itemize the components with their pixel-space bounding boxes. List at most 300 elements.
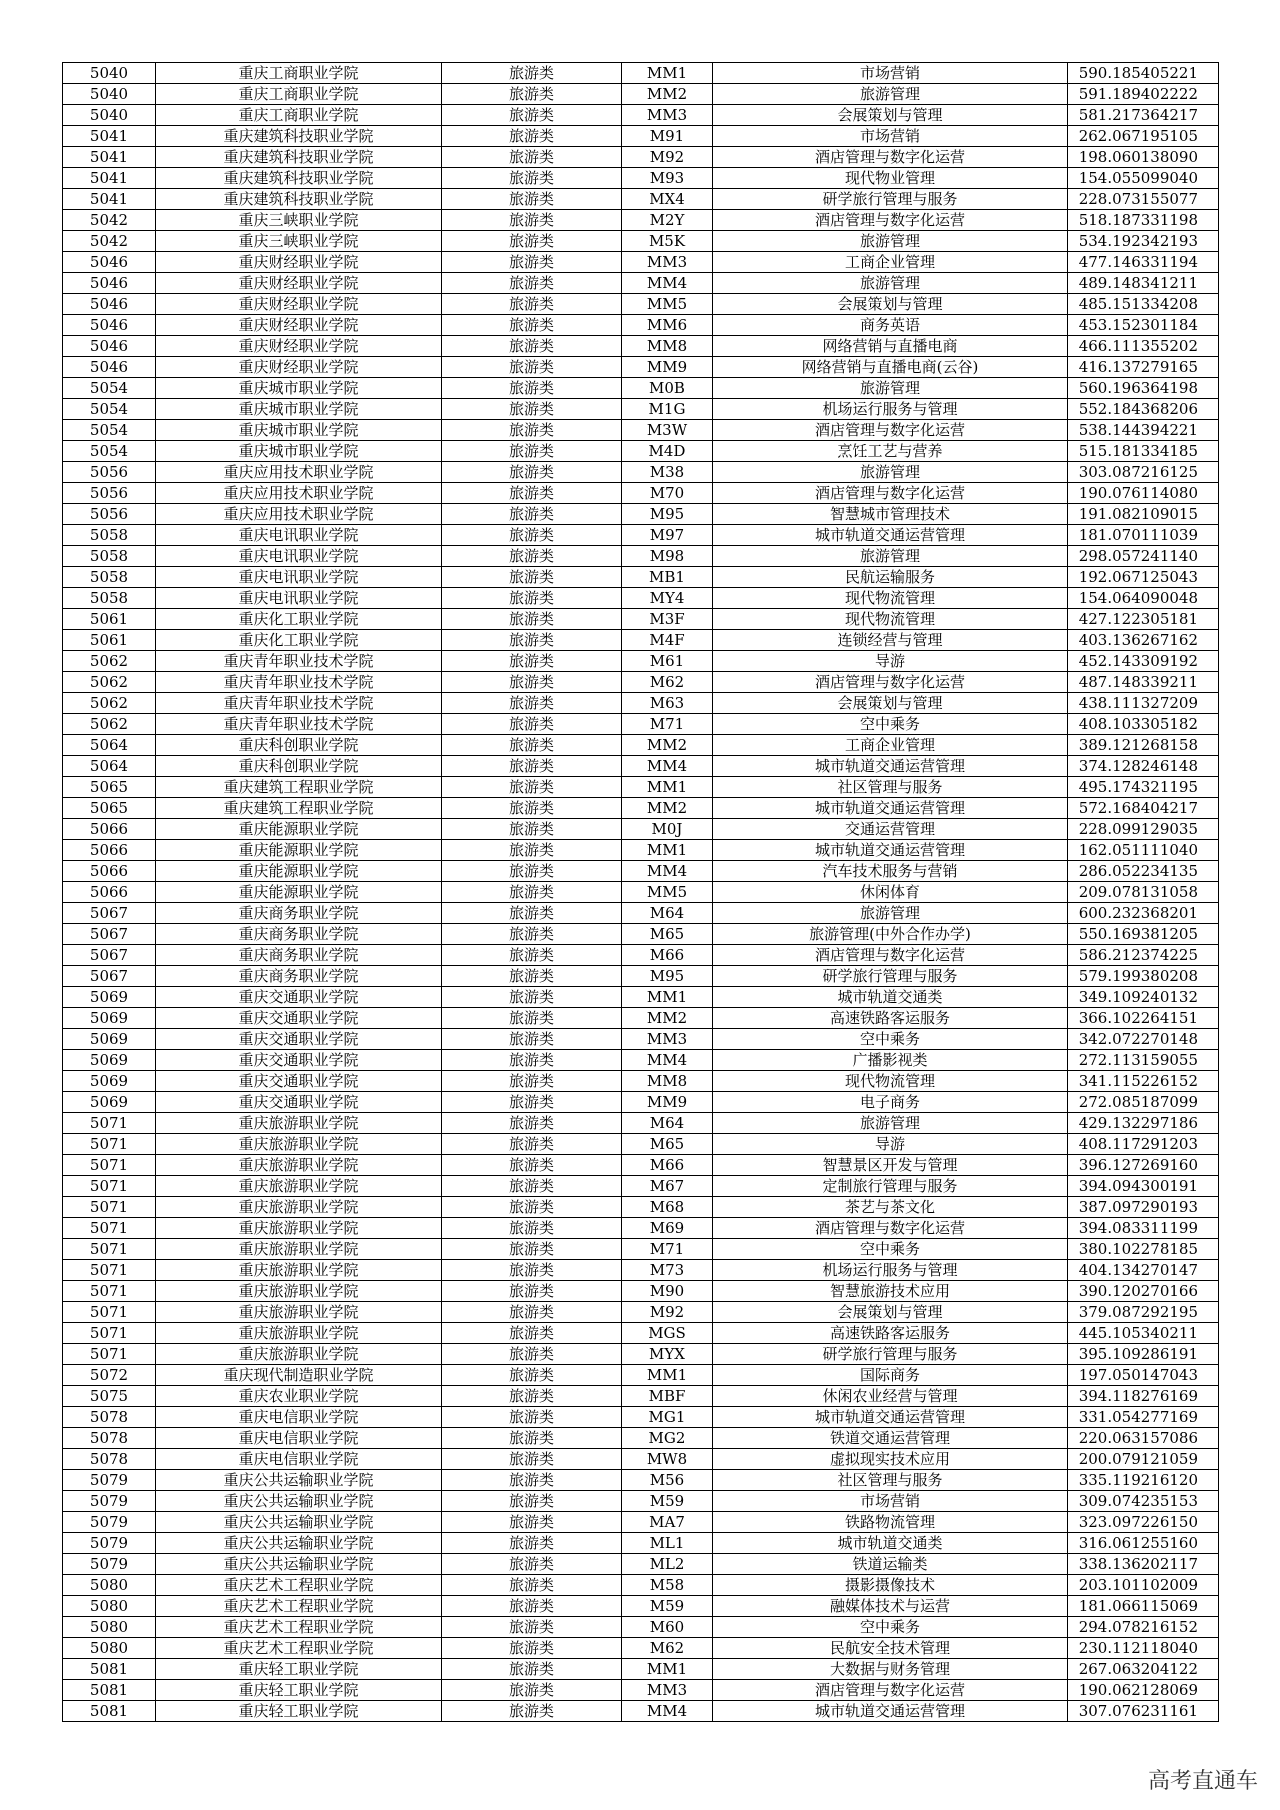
major-code-cell: MW8	[622, 1449, 713, 1470]
category-cell: 旅游类	[442, 756, 622, 777]
category-cell: 旅游类	[442, 378, 622, 399]
school-name-cell: 重庆轻工职业学院	[156, 1659, 442, 1680]
score-cell: 203.101102009	[1068, 1575, 1219, 1596]
table-row	[63, 210, 1219, 231]
school-code-cell: 5046	[63, 252, 156, 273]
table-row	[63, 63, 1219, 84]
category-cell: 旅游类	[442, 504, 622, 525]
table-row	[63, 819, 1219, 840]
score-cell: 394.094300191	[1068, 1176, 1219, 1197]
major-name-cell: 导游	[713, 651, 1068, 672]
school-code-cell: 5056	[63, 462, 156, 483]
school-code-cell: 5066	[63, 819, 156, 840]
category-cell: 旅游类	[442, 924, 622, 945]
major-code-cell: M4F	[622, 630, 713, 651]
category-cell: 旅游类	[442, 1113, 622, 1134]
school-name-cell: 重庆建筑科技职业学院	[156, 126, 442, 147]
table-row	[63, 1260, 1219, 1281]
table-row	[63, 420, 1219, 441]
major-name-cell: 旅游管理(中外合作办学)	[713, 924, 1068, 945]
table-row	[63, 1428, 1219, 1449]
score-cell: 272.113159055	[1068, 1050, 1219, 1071]
school-code-cell: 5066	[63, 882, 156, 903]
school-name-cell: 重庆工商职业学院	[156, 63, 442, 84]
major-name-cell: 酒店管理与数字化运营	[713, 210, 1068, 231]
school-name-cell: 重庆青年职业技术学院	[156, 651, 442, 672]
category-cell: 旅游类	[442, 1491, 622, 1512]
major-code-cell: MM4	[622, 861, 713, 882]
category-cell: 旅游类	[442, 966, 622, 987]
major-code-cell: MM3	[622, 105, 713, 126]
school-code-cell: 5058	[63, 567, 156, 588]
score-cell: 518.187331198	[1068, 210, 1219, 231]
major-name-cell: 网络营销与直播电商(云谷)	[713, 357, 1068, 378]
major-name-cell: 工商企业管理	[713, 252, 1068, 273]
school-name-cell: 重庆公共运输职业学院	[156, 1533, 442, 1554]
category-cell: 旅游类	[442, 903, 622, 924]
major-name-cell: 会展策划与管理	[713, 693, 1068, 714]
category-cell: 旅游类	[442, 1701, 622, 1722]
school-code-cell: 5046	[63, 294, 156, 315]
major-name-cell: 研学旅行管理与服务	[713, 189, 1068, 210]
major-code-cell: M62	[622, 672, 713, 693]
score-cell: 581.217364217	[1068, 105, 1219, 126]
major-name-cell: 铁路物流管理	[713, 1512, 1068, 1533]
school-name-cell: 重庆公共运输职业学院	[156, 1554, 442, 1575]
score-cell: 591.189402222	[1068, 84, 1219, 105]
score-cell: 331.054277169	[1068, 1407, 1219, 1428]
major-code-cell: MM9	[622, 357, 713, 378]
table-row	[63, 1554, 1219, 1575]
major-code-cell: MM1	[622, 840, 713, 861]
table-row	[63, 861, 1219, 882]
major-code-cell: MM1	[622, 63, 713, 84]
major-code-cell: M64	[622, 1113, 713, 1134]
score-cell: 416.137279165	[1068, 357, 1219, 378]
major-name-cell: 机场运行服务与管理	[713, 399, 1068, 420]
major-name-cell: 空中乘务	[713, 714, 1068, 735]
category-cell: 旅游类	[442, 1239, 622, 1260]
score-cell: 191.082109015	[1068, 504, 1219, 525]
score-cell: 487.148339211	[1068, 672, 1219, 693]
major-code-cell: MM5	[622, 294, 713, 315]
major-code-cell: M71	[622, 1239, 713, 1260]
school-code-cell: 5071	[63, 1197, 156, 1218]
school-name-cell: 重庆电讯职业学院	[156, 546, 442, 567]
major-name-cell: 研学旅行管理与服务	[713, 1344, 1068, 1365]
major-code-cell: M66	[622, 1155, 713, 1176]
school-name-cell: 重庆应用技术职业学院	[156, 483, 442, 504]
school-name-cell: 重庆建筑工程职业学院	[156, 777, 442, 798]
major-code-cell: M60	[622, 1617, 713, 1638]
score-cell: 335.119216120	[1068, 1470, 1219, 1491]
table-row	[63, 1281, 1219, 1302]
major-code-cell: M0J	[622, 819, 713, 840]
major-name-cell: 旅游管理	[713, 378, 1068, 399]
school-code-cell: 5079	[63, 1533, 156, 1554]
major-name-cell: 智慧旅游技术应用	[713, 1281, 1068, 1302]
major-name-cell: 旅游管理	[713, 231, 1068, 252]
major-code-cell: MM2	[622, 735, 713, 756]
major-name-cell: 城市轨道交通运营管理	[713, 525, 1068, 546]
school-name-cell: 重庆财经职业学院	[156, 252, 442, 273]
table-row	[63, 588, 1219, 609]
major-code-cell: MM4	[622, 1050, 713, 1071]
school-name-cell: 重庆工商职业学院	[156, 105, 442, 126]
score-cell: 228.099129035	[1068, 819, 1219, 840]
school-name-cell: 重庆商务职业学院	[156, 966, 442, 987]
category-cell: 旅游类	[442, 735, 622, 756]
school-name-cell: 重庆城市职业学院	[156, 378, 442, 399]
category-cell: 旅游类	[442, 1323, 622, 1344]
school-name-cell: 重庆城市职业学院	[156, 399, 442, 420]
major-code-cell: M63	[622, 693, 713, 714]
major-name-cell: 旅游管理	[713, 903, 1068, 924]
major-name-cell: 虚拟现实技术应用	[713, 1449, 1068, 1470]
major-code-cell: M61	[622, 651, 713, 672]
table-body	[63, 63, 1219, 1722]
score-cell: 262.067195105	[1068, 126, 1219, 147]
category-cell: 旅游类	[442, 819, 622, 840]
score-cell: 228.073155077	[1068, 189, 1219, 210]
school-name-cell: 重庆交通职业学院	[156, 1092, 442, 1113]
category-cell: 旅游类	[442, 777, 622, 798]
school-name-cell: 重庆商务职业学院	[156, 924, 442, 945]
table-row	[63, 567, 1219, 588]
score-cell: 190.062128069	[1068, 1680, 1219, 1701]
category-cell: 旅游类	[442, 1344, 622, 1365]
school-name-cell: 重庆公共运输职业学院	[156, 1470, 442, 1491]
table-row	[63, 1680, 1219, 1701]
table-row	[63, 945, 1219, 966]
school-name-cell: 重庆旅游职业学院	[156, 1134, 442, 1155]
score-cell: 303.087216125	[1068, 462, 1219, 483]
school-name-cell: 重庆能源职业学院	[156, 819, 442, 840]
score-cell: 453.152301184	[1068, 315, 1219, 336]
major-code-cell: MBF	[622, 1386, 713, 1407]
table-row	[63, 252, 1219, 273]
score-cell: 342.072270148	[1068, 1029, 1219, 1050]
school-code-cell: 5062	[63, 651, 156, 672]
category-cell: 旅游类	[442, 147, 622, 168]
major-code-cell: MM1	[622, 1365, 713, 1386]
table-row	[63, 1218, 1219, 1239]
table-row	[63, 1029, 1219, 1050]
table-row	[63, 777, 1219, 798]
major-code-cell: MY4	[622, 588, 713, 609]
school-name-cell: 重庆农业职业学院	[156, 1386, 442, 1407]
school-code-cell: 5062	[63, 714, 156, 735]
major-code-cell: MM2	[622, 1008, 713, 1029]
score-cell: 408.103305182	[1068, 714, 1219, 735]
school-name-cell: 重庆商务职业学院	[156, 945, 442, 966]
major-code-cell: M66	[622, 945, 713, 966]
category-cell: 旅游类	[442, 294, 622, 315]
category-cell: 旅游类	[442, 1470, 622, 1491]
school-name-cell: 重庆城市职业学院	[156, 441, 442, 462]
table-row	[63, 798, 1219, 819]
watermark-text: 高考直通车	[1147, 1769, 1258, 1794]
table-row	[63, 1596, 1219, 1617]
major-name-cell: 高速铁路客运服务	[713, 1323, 1068, 1344]
major-name-cell: 研学旅行管理与服务	[713, 966, 1068, 987]
category-cell: 旅游类	[442, 567, 622, 588]
school-code-cell: 5081	[63, 1659, 156, 1680]
score-cell: 307.076231161	[1068, 1701, 1219, 1722]
major-name-cell: 旅游管理	[713, 546, 1068, 567]
score-cell: 572.168404217	[1068, 798, 1219, 819]
table-row	[63, 651, 1219, 672]
category-cell: 旅游类	[442, 105, 622, 126]
category-cell: 旅游类	[442, 462, 622, 483]
school-code-cell: 5075	[63, 1386, 156, 1407]
category-cell: 旅游类	[442, 945, 622, 966]
category-cell: 旅游类	[442, 84, 622, 105]
table-row	[63, 504, 1219, 525]
table-row	[63, 1323, 1219, 1344]
major-code-cell: MG1	[622, 1407, 713, 1428]
major-name-cell: 大数据与财务管理	[713, 1659, 1068, 1680]
category-cell: 旅游类	[442, 1071, 622, 1092]
score-cell: 389.121268158	[1068, 735, 1219, 756]
school-code-cell: 5079	[63, 1470, 156, 1491]
category-cell: 旅游类	[442, 525, 622, 546]
table-row	[63, 231, 1219, 252]
school-code-cell: 5065	[63, 777, 156, 798]
school-name-cell: 重庆能源职业学院	[156, 882, 442, 903]
table-row	[63, 1386, 1219, 1407]
category-cell: 旅游类	[442, 693, 622, 714]
score-cell: 374.128246148	[1068, 756, 1219, 777]
table-row	[63, 1050, 1219, 1071]
score-cell: 366.102264151	[1068, 1008, 1219, 1029]
category-cell: 旅游类	[442, 861, 622, 882]
school-name-cell: 重庆轻工职业学院	[156, 1680, 442, 1701]
major-code-cell: MM4	[622, 273, 713, 294]
score-cell: 181.066115069	[1068, 1596, 1219, 1617]
category-cell: 旅游类	[442, 630, 622, 651]
school-name-cell: 重庆能源职业学院	[156, 840, 442, 861]
school-code-cell: 5071	[63, 1281, 156, 1302]
table-row	[63, 693, 1219, 714]
major-name-cell: 城市轨道交通运营管理	[713, 1701, 1068, 1722]
category-cell: 旅游类	[442, 336, 622, 357]
score-cell: 477.146331194	[1068, 252, 1219, 273]
major-code-cell: MYX	[622, 1344, 713, 1365]
school-code-cell: 5061	[63, 609, 156, 630]
category-cell: 旅游类	[442, 441, 622, 462]
school-name-cell: 重庆交通职业学院	[156, 1050, 442, 1071]
school-code-cell: 5069	[63, 1071, 156, 1092]
school-code-cell: 5041	[63, 147, 156, 168]
category-cell: 旅游类	[442, 1176, 622, 1197]
table-row	[63, 756, 1219, 777]
major-name-cell: 城市轨道交通类	[713, 987, 1068, 1008]
major-name-cell: 会展策划与管理	[713, 294, 1068, 315]
school-name-cell: 重庆三峡职业学院	[156, 210, 442, 231]
school-code-cell: 5046	[63, 273, 156, 294]
table-row	[63, 1092, 1219, 1113]
major-name-cell: 铁道交通运营管理	[713, 1428, 1068, 1449]
score-cell: 396.127269160	[1068, 1155, 1219, 1176]
table-row	[63, 1491, 1219, 1512]
table-row	[63, 1449, 1219, 1470]
major-name-cell: 旅游管理	[713, 1113, 1068, 1134]
major-code-cell: M65	[622, 924, 713, 945]
table-row	[63, 1512, 1219, 1533]
school-code-cell: 5061	[63, 630, 156, 651]
table-row	[63, 441, 1219, 462]
score-cell: 341.115226152	[1068, 1071, 1219, 1092]
table-row	[63, 105, 1219, 126]
school-code-cell: 5071	[63, 1218, 156, 1239]
score-cell: 198.060138090	[1068, 147, 1219, 168]
school-name-cell: 重庆旅游职业学院	[156, 1113, 442, 1134]
score-cell: 390.120270166	[1068, 1281, 1219, 1302]
major-name-cell: 商务英语	[713, 315, 1068, 336]
category-cell: 旅游类	[442, 1134, 622, 1155]
category-cell: 旅游类	[442, 987, 622, 1008]
major-code-cell: MM2	[622, 84, 713, 105]
major-name-cell: 城市轨道交通类	[713, 1533, 1068, 1554]
major-name-cell: 休闲体育	[713, 882, 1068, 903]
table-row	[63, 714, 1219, 735]
table-row	[63, 147, 1219, 168]
major-code-cell: M59	[622, 1596, 713, 1617]
table-row	[63, 273, 1219, 294]
school-code-cell: 5071	[63, 1134, 156, 1155]
school-code-cell: 5046	[63, 315, 156, 336]
school-name-cell: 重庆旅游职业学院	[156, 1218, 442, 1239]
score-cell: 404.134270147	[1068, 1260, 1219, 1281]
category-cell: 旅游类	[442, 1155, 622, 1176]
school-code-cell: 5066	[63, 861, 156, 882]
category-cell: 旅游类	[442, 1092, 622, 1113]
score-cell: 154.055099040	[1068, 168, 1219, 189]
school-name-cell: 重庆商务职业学院	[156, 903, 442, 924]
score-cell: 466.111355202	[1068, 336, 1219, 357]
school-name-cell: 重庆旅游职业学院	[156, 1239, 442, 1260]
major-code-cell: M0B	[622, 378, 713, 399]
school-code-cell: 5071	[63, 1155, 156, 1176]
category-cell: 旅游类	[442, 168, 622, 189]
major-code-cell: MM1	[622, 987, 713, 1008]
table-row	[63, 546, 1219, 567]
major-name-cell: 休闲农业经营与管理	[713, 1386, 1068, 1407]
major-code-cell: ML1	[622, 1533, 713, 1554]
school-code-cell: 5069	[63, 1029, 156, 1050]
school-code-cell: 5071	[63, 1323, 156, 1344]
school-code-cell: 5071	[63, 1239, 156, 1260]
major-name-cell: 国际商务	[713, 1365, 1068, 1386]
school-code-cell: 5054	[63, 378, 156, 399]
major-code-cell: M5K	[622, 231, 713, 252]
admission-table	[62, 62, 1219, 1722]
score-cell: 192.067125043	[1068, 567, 1219, 588]
table-row	[63, 399, 1219, 420]
major-name-cell: 汽车技术服务与营销	[713, 861, 1068, 882]
category-cell: 旅游类	[442, 126, 622, 147]
score-cell: 154.064090048	[1068, 588, 1219, 609]
school-code-cell: 5071	[63, 1260, 156, 1281]
major-code-cell: ML2	[622, 1554, 713, 1575]
school-code-cell: 5040	[63, 63, 156, 84]
school-name-cell: 重庆电讯职业学院	[156, 525, 442, 546]
category-cell: 旅游类	[442, 420, 622, 441]
table-row	[63, 672, 1219, 693]
major-code-cell: M38	[622, 462, 713, 483]
major-name-cell: 市场营销	[713, 1491, 1068, 1512]
score-cell: 267.063204122	[1068, 1659, 1219, 1680]
category-cell: 旅游类	[442, 1218, 622, 1239]
category-cell: 旅游类	[442, 1260, 622, 1281]
school-code-cell: 5069	[63, 1008, 156, 1029]
table-row	[63, 1533, 1219, 1554]
major-code-cell: MM8	[622, 1071, 713, 1092]
category-cell: 旅游类	[442, 1512, 622, 1533]
major-name-cell: 智慧景区开发与管理	[713, 1155, 1068, 1176]
major-code-cell: M56	[622, 1470, 713, 1491]
school-name-cell: 重庆电信职业学院	[156, 1428, 442, 1449]
school-name-cell: 重庆建筑科技职业学院	[156, 147, 442, 168]
score-cell: 197.050147043	[1068, 1365, 1219, 1386]
major-code-cell: MG2	[622, 1428, 713, 1449]
major-name-cell: 融媒体技术与运营	[713, 1596, 1068, 1617]
score-cell: 552.184368206	[1068, 399, 1219, 420]
score-cell: 538.144394221	[1068, 420, 1219, 441]
major-code-cell: MM6	[622, 315, 713, 336]
score-cell: 438.111327209	[1068, 693, 1219, 714]
category-cell: 旅游类	[442, 483, 622, 504]
category-cell: 旅游类	[442, 714, 622, 735]
school-name-cell: 重庆工商职业学院	[156, 84, 442, 105]
school-code-cell: 5081	[63, 1680, 156, 1701]
school-code-cell: 5067	[63, 966, 156, 987]
school-name-cell: 重庆财经职业学院	[156, 273, 442, 294]
major-code-cell: M64	[622, 903, 713, 924]
school-name-cell: 重庆轻工职业学院	[156, 1701, 442, 1722]
school-name-cell: 重庆应用技术职业学院	[156, 462, 442, 483]
category-cell: 旅游类	[442, 1617, 622, 1638]
table-row	[63, 126, 1219, 147]
school-name-cell: 重庆科创职业学院	[156, 756, 442, 777]
table-row	[63, 630, 1219, 651]
table-row	[63, 189, 1219, 210]
score-cell: 387.097290193	[1068, 1197, 1219, 1218]
category-cell: 旅游类	[442, 609, 622, 630]
score-cell: 316.061255160	[1068, 1533, 1219, 1554]
major-name-cell: 空中乘务	[713, 1617, 1068, 1638]
major-name-cell: 高速铁路客运服务	[713, 1008, 1068, 1029]
major-name-cell: 网络营销与直播电商	[713, 336, 1068, 357]
table-row	[63, 1176, 1219, 1197]
score-cell: 394.083311199	[1068, 1218, 1219, 1239]
major-name-cell: 民航运输服务	[713, 567, 1068, 588]
major-code-cell: M69	[622, 1218, 713, 1239]
table-row	[63, 1008, 1219, 1029]
school-name-cell: 重庆电信职业学院	[156, 1407, 442, 1428]
school-code-cell: 5041	[63, 168, 156, 189]
school-code-cell: 5056	[63, 483, 156, 504]
major-code-cell: M59	[622, 1491, 713, 1512]
school-name-cell: 重庆能源职业学院	[156, 861, 442, 882]
major-code-cell: MM3	[622, 1029, 713, 1050]
category-cell: 旅游类	[442, 882, 622, 903]
school-code-cell: 5078	[63, 1449, 156, 1470]
major-code-cell: M67	[622, 1176, 713, 1197]
score-cell: 286.052234135	[1068, 861, 1219, 882]
category-cell: 旅游类	[442, 1575, 622, 1596]
